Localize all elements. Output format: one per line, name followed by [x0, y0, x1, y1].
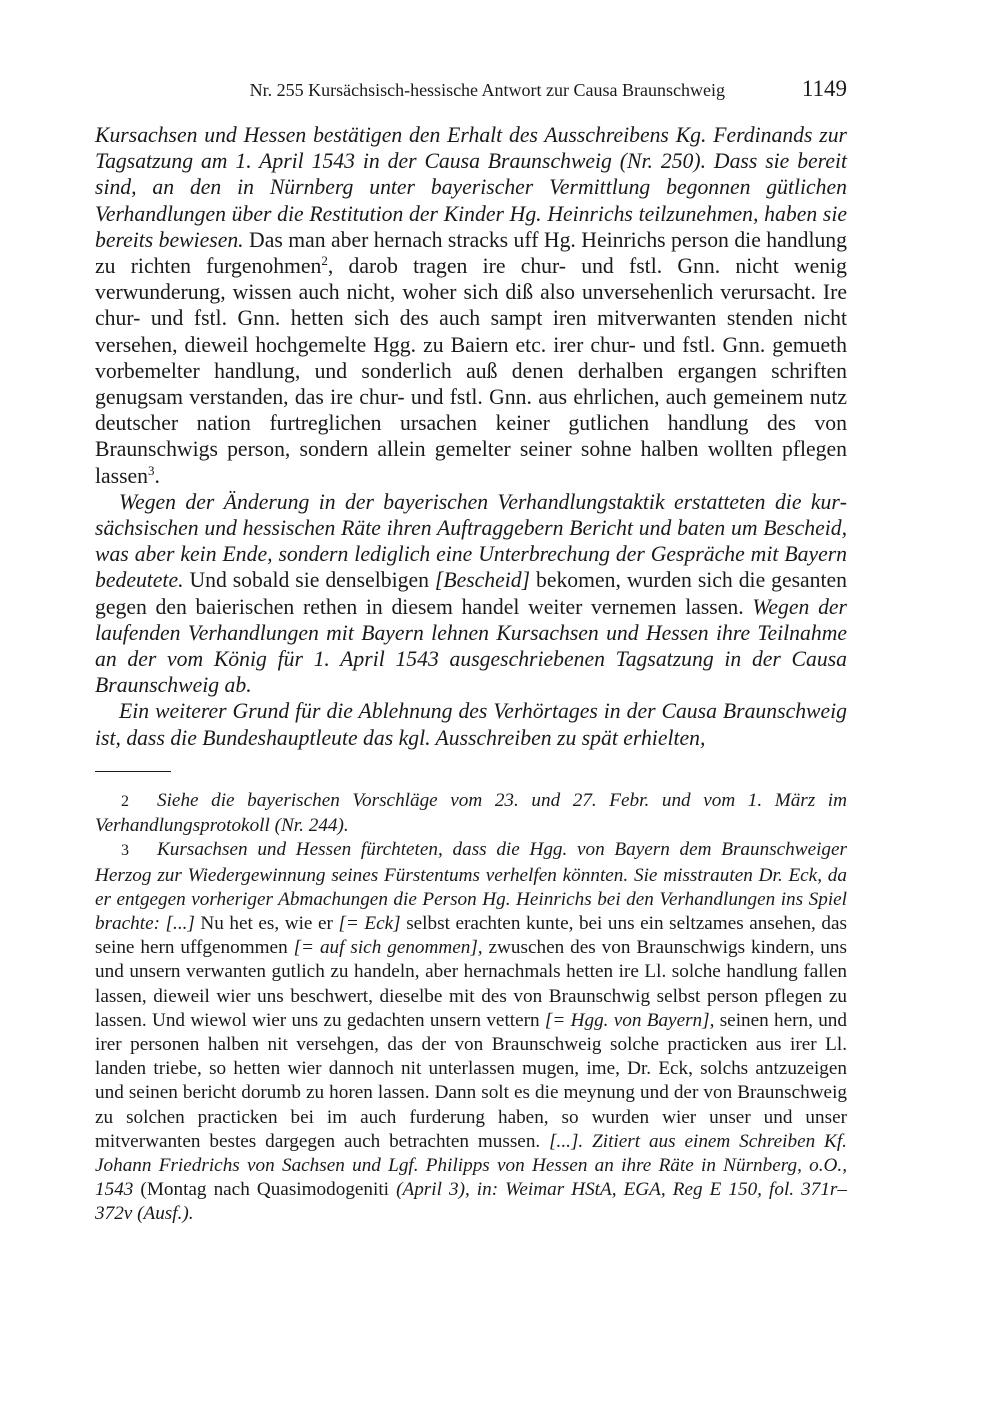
quoted-source-text: Und sobald sie denselbigen	[183, 568, 435, 593]
editorial-summary: Wegen der laufenden Verhandlungen mit Bayern lehnen Kursachsen und Hessen ihre Teilnahme an der vom König für 1. April 1543 ausgeschriebenen Tagsatzung in der Causa Braunschweig ab.	[95, 594, 847, 698]
quoted-source-text: bekomen, wurden sich die gesanten gegen den baierischen rethen in diesem handel weiter vernemen lassen.	[95, 568, 848, 619]
running-title: Nr. 255 Kursächsisch-hessische Antwort zur Causa Braunschweig	[249, 80, 725, 100]
footnotes	[95, 789, 847, 1227]
footnote-text: Kursachsen und Hessen fürchteten, dass die Hgg. von Bayern dem Braunschweiger Herzog zur Wiedergewinnung seines Fürstentums verhelfen könnten. Sie misstrauten Dr. Eck, da er entgegen vorheriger Abmachungen die Person Hg. Heinrichs bei den Verhandlungen ins Spiel brachte: [...]	[95, 839, 847, 935]
paragraph-1	[95, 122, 847, 489]
footnote-quote: selbst erachten kunte, bei uns ein seltzames ansehen, das seine hern uffgenommen	[95, 913, 847, 959]
footnote-number: 2	[121, 793, 129, 810]
editorial-summary: Wegen der Änderung in der bayerischen Verhandlungstaktik erstatteten die kursächsischen und hessischen Räte ihren Auftraggebern Bericht und baten um Bescheid, was aber kein Ende, sondern lediglich eine Unterbrechung der Gespräche mit Bayern bedeutete.	[95, 489, 847, 593]
footnote-quote: zwuschen des von Braunschwigs kindern, uns und unsern verwanten gutlich zu handeln, aber hernachmals hetten ire Ll. solche handlung fallen lassen, dieweil wier uns beschwert, dieselbe mit des von Braunschwig selbst person pflegen zu lassen. Und wiewol wier uns zu gedachten unsern vettern	[95, 937, 847, 1031]
footnote-date: (Montag nach Quasimodogeniti	[133, 1179, 397, 1201]
footnote-number: 3	[121, 842, 129, 860]
footnote-2	[95, 789, 847, 838]
quoted-source-text: Das man aber hernach stracks uff Hg. Heinrichs person die handlung zu richten furgenohmen	[95, 227, 847, 279]
footnote-ref-3[interactable]: 3	[148, 462, 155, 478]
footnote-3	[95, 838, 847, 1226]
footnote-quote: Nu het es, wie er	[194, 913, 339, 935]
footnote-quote: seinen hern, und irer personen halben nit versehgen, das der von Braunschweig solche practicken aus irer Ll. landen triebe, so hetten wier dannoch nit unterlassen mugen, ime, Dr. Eck, solchs antzuzeigen und seinen bericht dorumb zu horen lassen. Dann solt es die meynung und der von Braunschweig zu solchen practicken bei im auch furderung haben, so wurden wier unser und unser mitverwanten bestes dargegen auch betrachten mussen.	[95, 1009, 847, 1152]
paragraph-3	[95, 698, 847, 750]
footnote-citation: [...]. Zitiert aus einem Schreiben Kf. Johann Friedrichs von Sachsen und Lgf. Philipps von Hessen an ihre Räte in Nürnberg, o.O., 1543	[95, 1130, 847, 1201]
page-header	[95, 78, 847, 108]
punctuation: .	[154, 463, 160, 488]
editorial-insertion: [= auf sich genommen],	[293, 937, 483, 959]
quoted-source-text: , darob tragen ire chur- und fstl. Gnn. nicht wenig verwunderung, wissen auch nicht, woher sich diß also unversehenlich verursacht. Ire chur- und fstl. Gnn. hetten sich des auch sampt iren mitverwanten stenden nicht versehen, dieweil hochgemelte Hgg. zu Baiern etc. irer chur- und fstl. Gnn. gemueth vorbemelter handlung, und sonderlich auß denen derhalben ergangen schriften genugsam verstanden, das ire chur- und fstl. Gnn. aus ehrlichen, auch gemeinem nutz deutscher nation furtreglichen ursachen keiner gutlichen handlung des von Braunschwigs person, sondern allein gemelter seiner sohne halben wollten pflegen lassen	[95, 254, 847, 488]
editorial-summary: Kursachsen und Hessen bestätigen den Erhalt des Ausschreibens Kg. Ferdinands zur Tagsatzung am 1. April 1543 in der Causa Braunschweig (Nr. 250). Dass sie bereit sind, an den in Nürnberg unter bayerischer Vermittlung begonnen gütlichen Verhandlungen über die Restitution der Kinder Hg. Heinrichs teilzunehmen, haben sie bereits bewiesen.	[95, 123, 847, 252]
footnote-separator	[95, 771, 171, 772]
paragraph-2	[95, 489, 847, 699]
editorial-summary: Ein weiterer Grund für die Ablehnung des Verhörtages in der Causa Braunschweig ist, dass die Bundeshauptleute das kgl. Ausschreiben zu spät erhielten,	[95, 699, 847, 750]
footnote-text: Siehe die bayerischen Vorschläge vom 23. und 27. Febr. und vom 1. März im Verhandlungsprotokoll (Nr. 244).	[95, 790, 847, 837]
editorial-insertion: [= Hgg. von Bayern],	[544, 1009, 715, 1031]
editorial-insertion: [= Eck]	[338, 913, 401, 935]
editorial-insertion: [Bescheid]	[434, 568, 531, 593]
footnote-ref-2[interactable]: 2	[321, 252, 328, 268]
footnote-archive-ref: (April 3), in: Weimar HStA, EGA, Reg E 150, fol. 371r–372v (Ausf.).	[95, 1179, 847, 1225]
page-number: 1149	[801, 76, 847, 101]
main-text	[95, 122, 847, 751]
